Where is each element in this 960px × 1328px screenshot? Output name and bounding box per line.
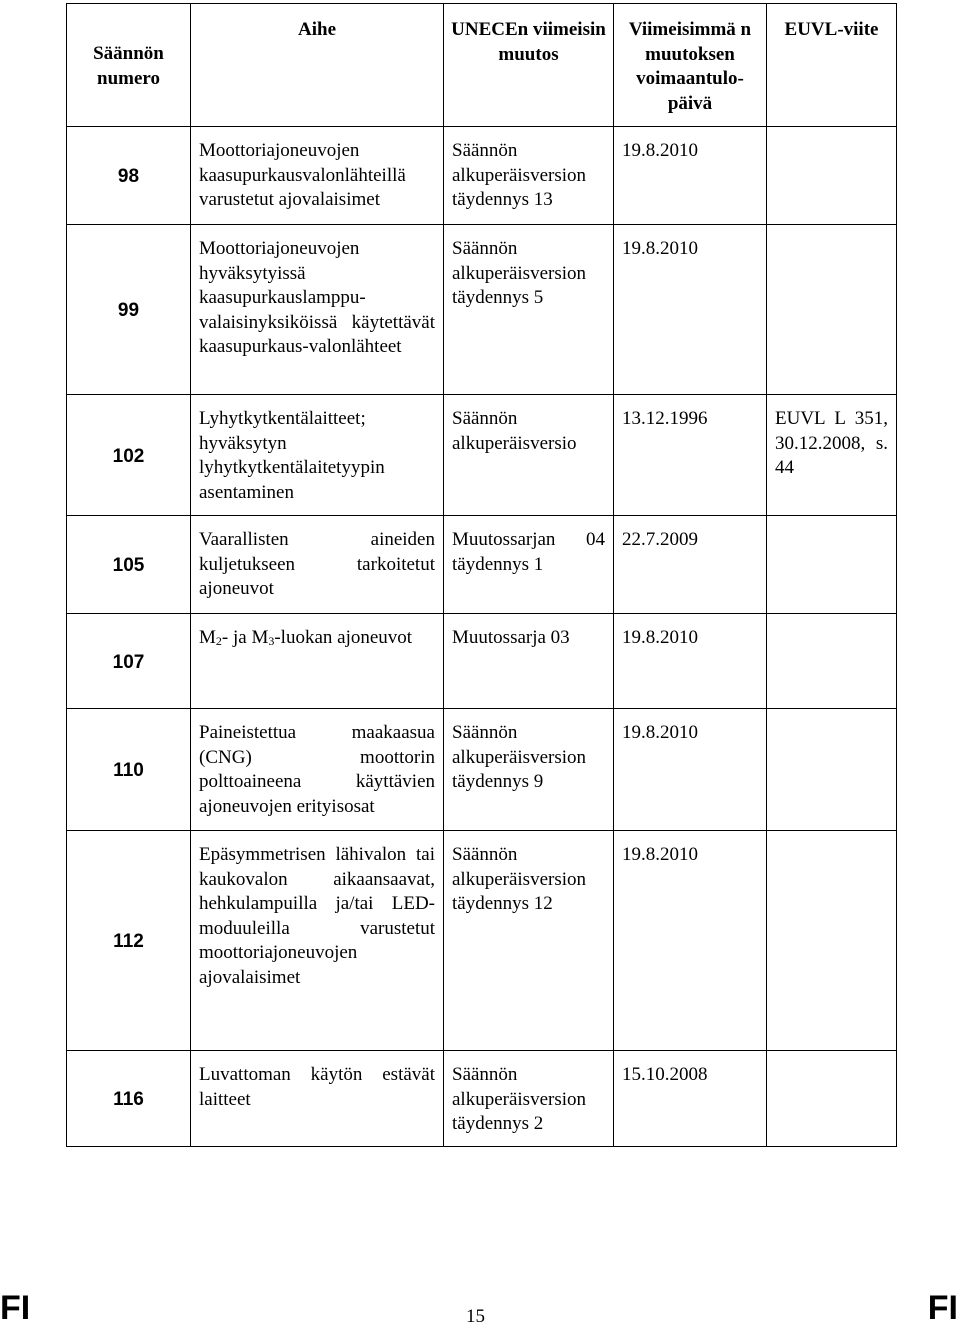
header-euvl: EUVL-viite <box>767 4 897 127</box>
regulations-table <box>66 3 897 1147</box>
footer-language-code-left: FI <box>0 1289 31 1327</box>
regulation-number: 102 <box>67 395 191 516</box>
table-row <box>67 831 897 1051</box>
entry-into-force-date: 19.8.2010 <box>614 614 767 709</box>
regulation-subject: $M_2-$ ja $M_3$-luokan ajoneuvot <box>191 614 444 709</box>
latest-amendment: Säännön alkuperäisversion täydennys 2 <box>444 1051 614 1147</box>
latest-amendment: Säännön alkuperäisversion täydennys 9 <box>444 709 614 831</box>
entry-into-force-date: 19.8.2010 <box>614 127 767 225</box>
entry-into-force-date: 15.10.2008 <box>614 1051 767 1147</box>
latest-amendment: Muutossarja 03 <box>444 614 614 709</box>
table-row <box>67 1051 897 1147</box>
header-aihe: Aihe <box>191 4 444 127</box>
entry-into-force-date: 13.12.1996 <box>614 395 767 516</box>
header-numero: Säännön numero <box>67 4 191 127</box>
regulation-subject: Lyhytkytkentälaitteet; hyväksytyn lyhytkytkentälaitetyypin asentaminen <box>191 395 444 516</box>
footer-language-code-right: FI <box>927 1289 958 1327</box>
table-row <box>67 516 897 614</box>
regulation-subject: Vaarallisten aineiden kuljetukseen tarkoitetut ajoneuvot <box>191 516 444 614</box>
entry-into-force-date: 22.7.2009 <box>614 516 767 614</box>
regulation-subject: Moottoriajoneuvojen kaasupurkausvalonlähteillä varustetut ajovalaisimet <box>191 127 444 225</box>
latest-amendment: Säännön alkuperäisversion täydennys 12 <box>444 831 614 1051</box>
oj-reference <box>767 1051 897 1147</box>
oj-reference <box>767 614 897 709</box>
regulation-subject: Epäsymmetrisen lähivalon tai kaukovalon aikaansaavat, hehkulampuilla ja/tai LED-moduuleilla varustetut moottoriajoneuvojen ajovalaisimet <box>191 831 444 1051</box>
oj-reference <box>767 709 897 831</box>
entry-into-force-date: 19.8.2010 <box>614 831 767 1051</box>
table-row <box>67 709 897 831</box>
latest-amendment: Säännön alkuperäisversion täydennys 5 <box>444 225 614 395</box>
table-row <box>67 614 897 709</box>
header-unece: UNECEn viimeisin muutos <box>444 4 614 127</box>
oj-reference <box>767 516 897 614</box>
regulation-number: 110 <box>67 709 191 831</box>
table-row <box>67 225 897 395</box>
regulation-number: 112 <box>67 831 191 1051</box>
oj-reference: EUVL L 351, 30.12.2008, s. 44 <box>767 395 897 516</box>
regulation-number: 107 <box>67 614 191 709</box>
regulation-subject: Luvattoman käytön estävät laitteet <box>191 1051 444 1147</box>
table-row <box>67 395 897 516</box>
oj-reference <box>767 127 897 225</box>
header-voimaantulo: Viimeisimmä n muutoksen voimaantulo-päivä <box>614 4 767 127</box>
table-row <box>67 127 897 225</box>
page-number: 15 <box>466 1306 485 1327</box>
regulation-number: 98 <box>67 127 191 225</box>
regulation-subject: Moottoriajoneuvojen hyväksytyissä kaasupurkauslamppu-valaisinyksiköissä käytettävät kaasupurkaus-valonlähteet <box>191 225 444 395</box>
latest-amendment: Säännön alkuperäisversion täydennys 13 <box>444 127 614 225</box>
entry-into-force-date: 19.8.2010 <box>614 225 767 395</box>
regulation-number: 116 <box>67 1051 191 1147</box>
entry-into-force-date: 19.8.2010 <box>614 709 767 831</box>
regulation-number: 99 <box>67 225 191 395</box>
table-header-row <box>67 4 897 127</box>
latest-amendment: Muutossarjan 04 täydennys 1 <box>444 516 614 614</box>
latest-amendment: Säännön alkuperäisversio <box>444 395 614 516</box>
regulation-number: 105 <box>67 516 191 614</box>
regulation-subject: Paineistettua maakaasua (CNG) moottorin polttoaineena käyttävien ajoneuvojen erityisosat <box>191 709 444 831</box>
oj-reference <box>767 831 897 1051</box>
oj-reference <box>767 225 897 395</box>
